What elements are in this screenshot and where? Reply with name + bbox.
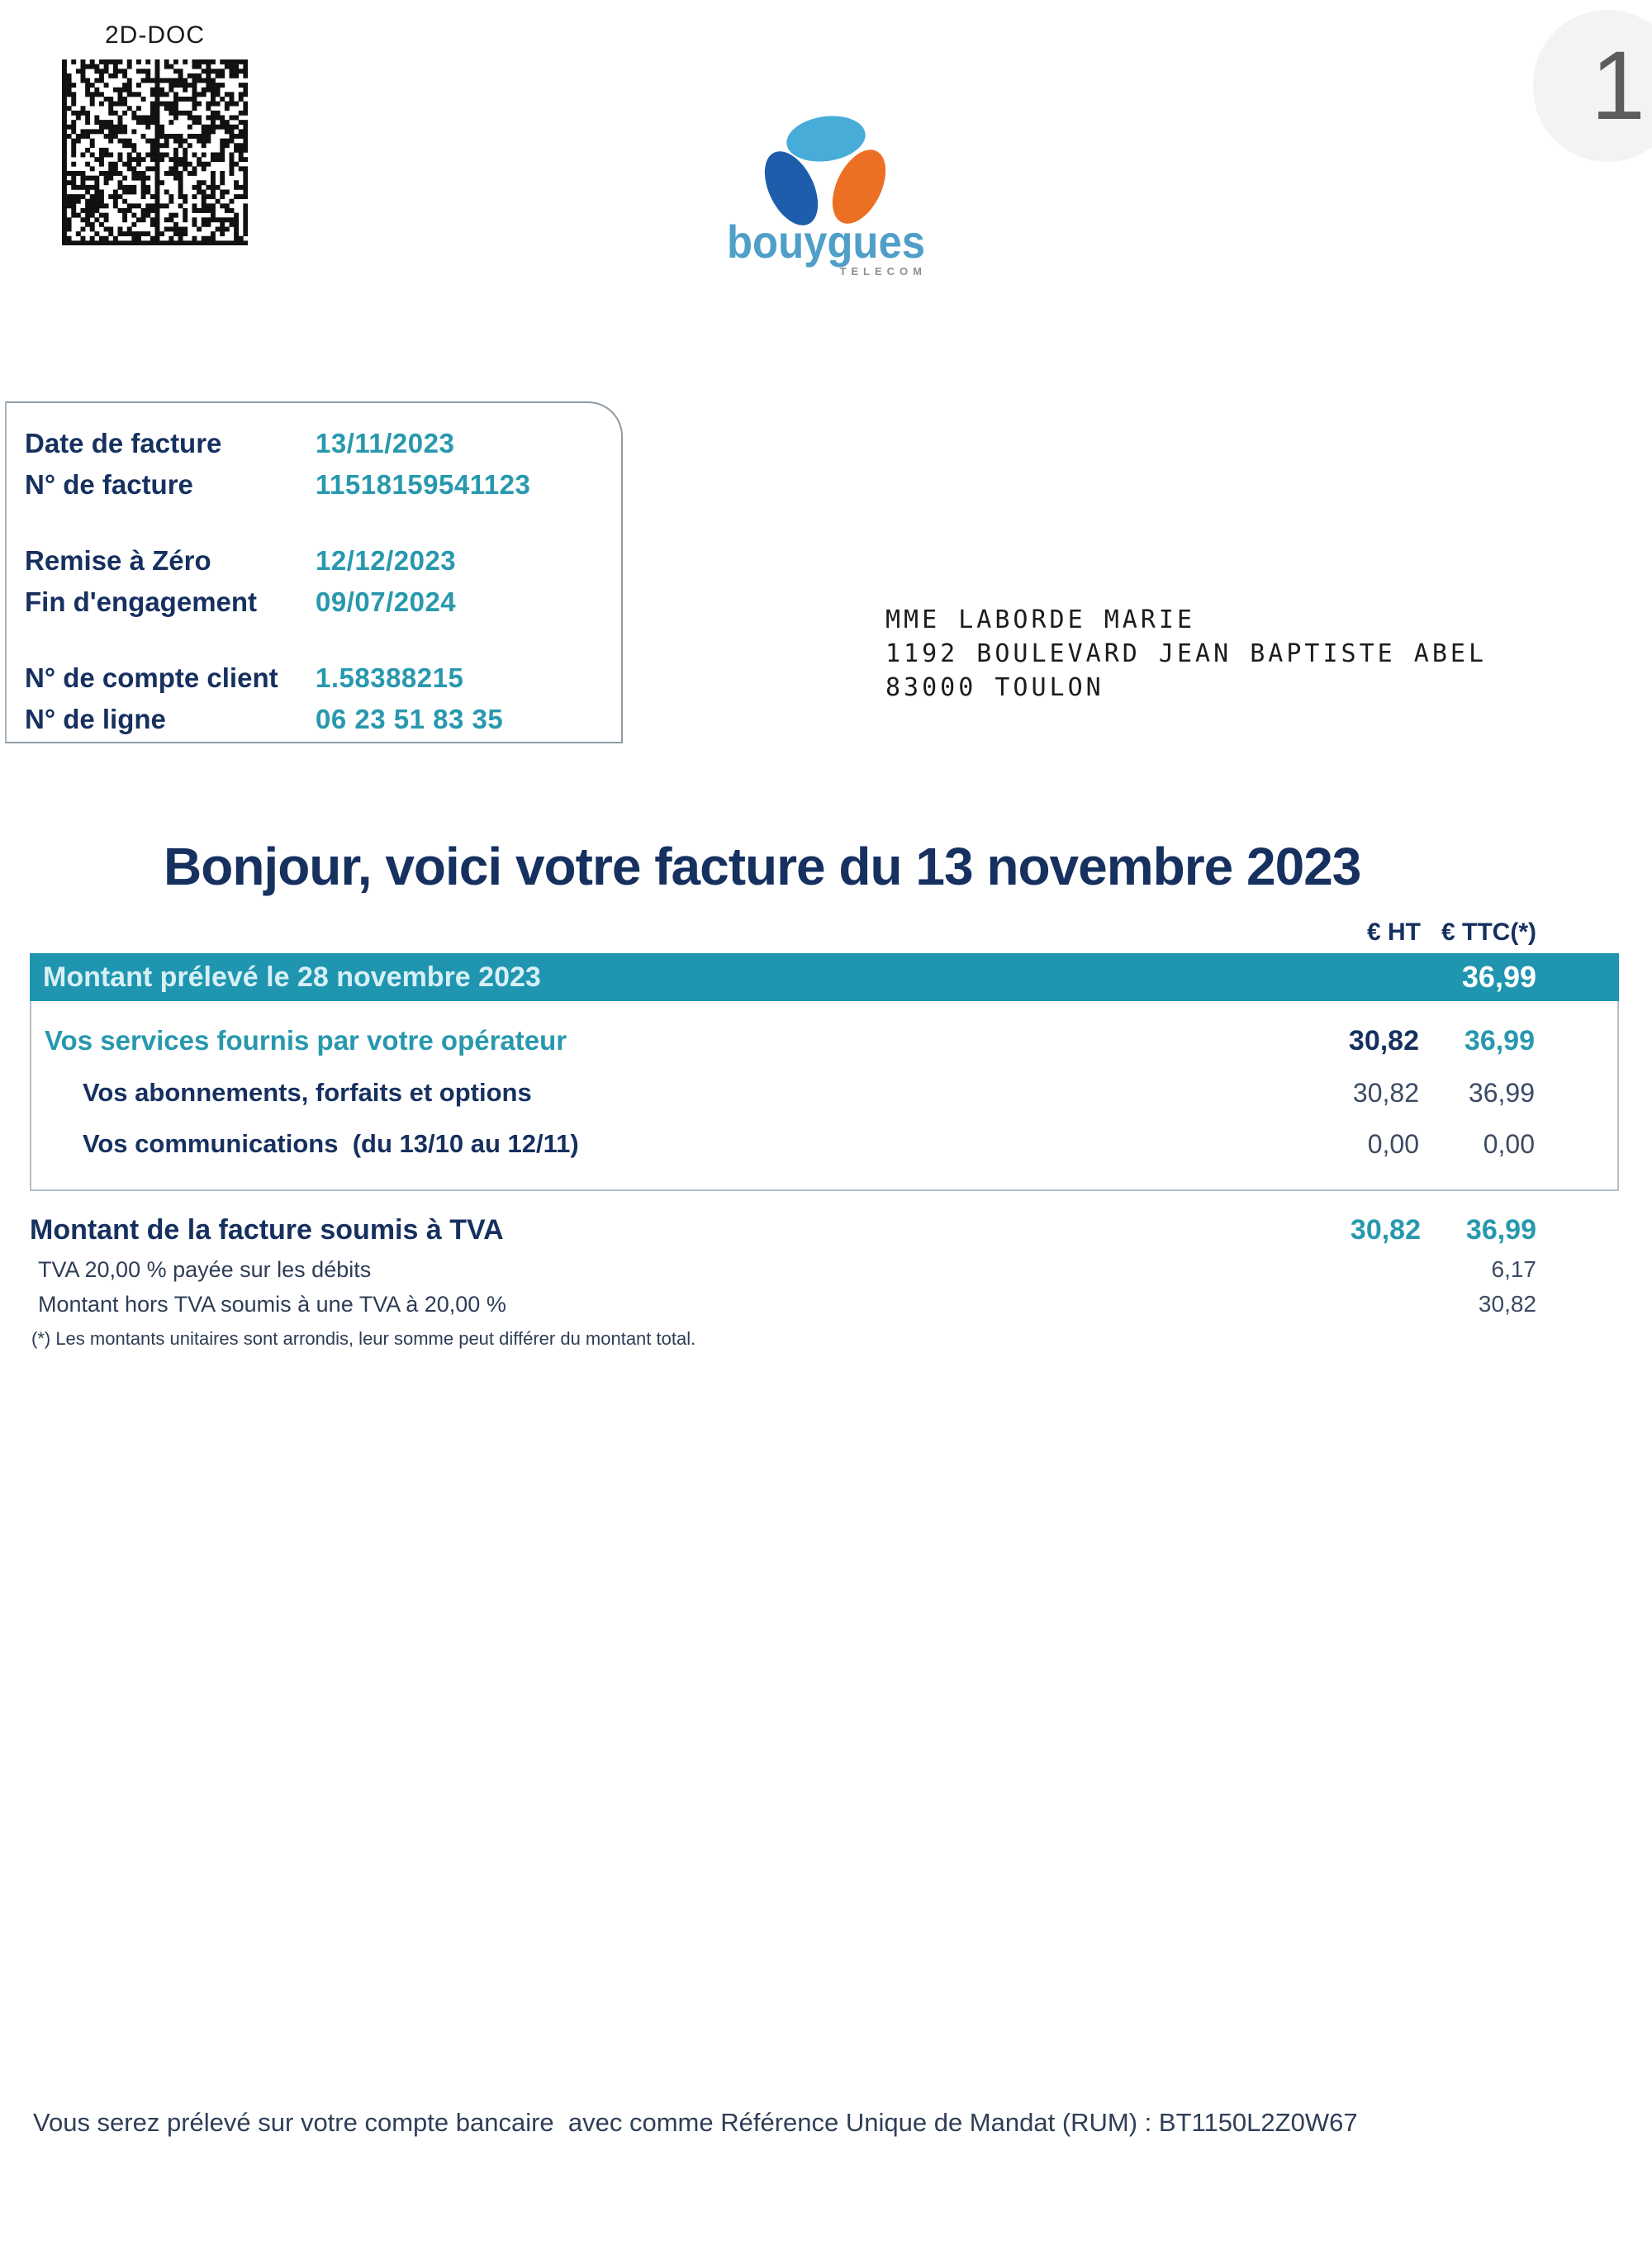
info-group-account [25, 657, 621, 740]
brand-sub-wordmark: TELECOM [839, 265, 927, 278]
info-label: Remise à Zéro [25, 545, 211, 576]
row-ht-value: 30,82 [1350, 1213, 1421, 1246]
column-header-ttc: € TTC(*) [1441, 919, 1536, 946]
tva-detail-row [30, 1287, 1619, 1322]
info-value: 09/07/2024 [316, 586, 457, 617]
page-title: Bonjour, voici votre facture du 13 novembre 2023 [164, 837, 1361, 896]
info-row [25, 423, 621, 464]
table-row [31, 1014, 1617, 1067]
brand-wordmark: bouygues [727, 216, 925, 268]
info-value: 12/12/2023 [316, 545, 457, 576]
row-ht-value: 30,82 [1352, 1077, 1419, 1108]
info-label: N° de facture [25, 469, 193, 500]
tva-total-row [30, 1208, 1619, 1252]
table-row [31, 1118, 1617, 1170]
row-ht-value: 30,82 [1348, 1024, 1419, 1056]
billing-table [30, 914, 1619, 1350]
row-ttc-value: 36,99 [1468, 1077, 1535, 1108]
row-label: Vos abonnements, forfaits et options [83, 1078, 532, 1107]
info-row [25, 464, 621, 506]
page-number-badge [1533, 10, 1652, 162]
info-group-invoice [25, 423, 621, 506]
info-row [25, 540, 621, 581]
brand-logo [710, 104, 942, 281]
info-value: 13/11/2023 [316, 428, 455, 458]
row-label: Montant de la facture soumis à TVA [30, 1213, 504, 1246]
page-number: 1 [1591, 31, 1645, 140]
row-ttc-value: 30,82 [1478, 1291, 1536, 1317]
info-value: 06 23 51 83 35 [316, 704, 504, 734]
invoice-info-box [5, 401, 623, 743]
barcode-block [62, 21, 248, 245]
row-ttc-value: 6,17 [1491, 1256, 1536, 1282]
row-ht-value: 0,00 [1367, 1128, 1419, 1159]
debit-bar-label: Montant prélevé le 28 novembre 2023 [43, 961, 541, 993]
info-value: 11518159541123 [316, 469, 531, 500]
info-row [25, 657, 621, 699]
recipient-address [885, 603, 1487, 705]
row-ttc-value: 36,99 [1465, 1213, 1536, 1246]
row-ttc-value: 0,00 [1483, 1128, 1535, 1159]
tva-detail-row [30, 1252, 1619, 1287]
info-label: Fin d'engagement [25, 586, 258, 617]
datamatrix-barcode-icon [62, 59, 248, 245]
column-header-ht: € HT [1366, 919, 1421, 946]
table-row [31, 1067, 1617, 1118]
address-line: 1192 BOULEVARD JEAN BAPTISTE ABEL [885, 639, 1488, 668]
row-label: Vos services fournis par votre opérateur [45, 1025, 567, 1056]
row-label: Montant hors TVA soumis à une TVA à 20,00 % [38, 1291, 506, 1317]
info-row [25, 699, 621, 740]
info-label: Date de facture [25, 428, 222, 458]
services-box [30, 1001, 1619, 1191]
info-label: N° de ligne [25, 704, 166, 734]
debit-bar-amount: 36,99 [1461, 960, 1536, 994]
address-line: MME LABORDE MARIE [885, 605, 1196, 634]
table-column-headers [30, 914, 1619, 953]
bouygues-logo-icon [710, 104, 942, 281]
direct-debit-notice: Vous serez prélevé sur votre compte bancaire avec comme Référence Unique de Mandat (RUM) : BT1150L2Z0W67 [33, 2108, 1358, 2137]
info-label: N° de compte client [25, 662, 278, 693]
row-ttc-value: 36,99 [1464, 1024, 1535, 1056]
address-line: 83000 TOULON [885, 673, 1104, 702]
info-value: 1.58388215 [316, 662, 464, 693]
debit-amount-bar [30, 953, 1619, 1001]
rounding-footnote: (*) Les montants unitaires sont arrondis, leur somme peut différer du montant total. [31, 1328, 696, 1349]
row-label: Vos communications (du 13/10 au 12/11) [83, 1129, 579, 1158]
barcode-label: 2D-DOC [104, 21, 205, 49]
info-group-dates [25, 540, 621, 623]
info-row [25, 581, 621, 623]
row-label: TVA 20,00 % payée sur les débits [38, 1256, 372, 1282]
